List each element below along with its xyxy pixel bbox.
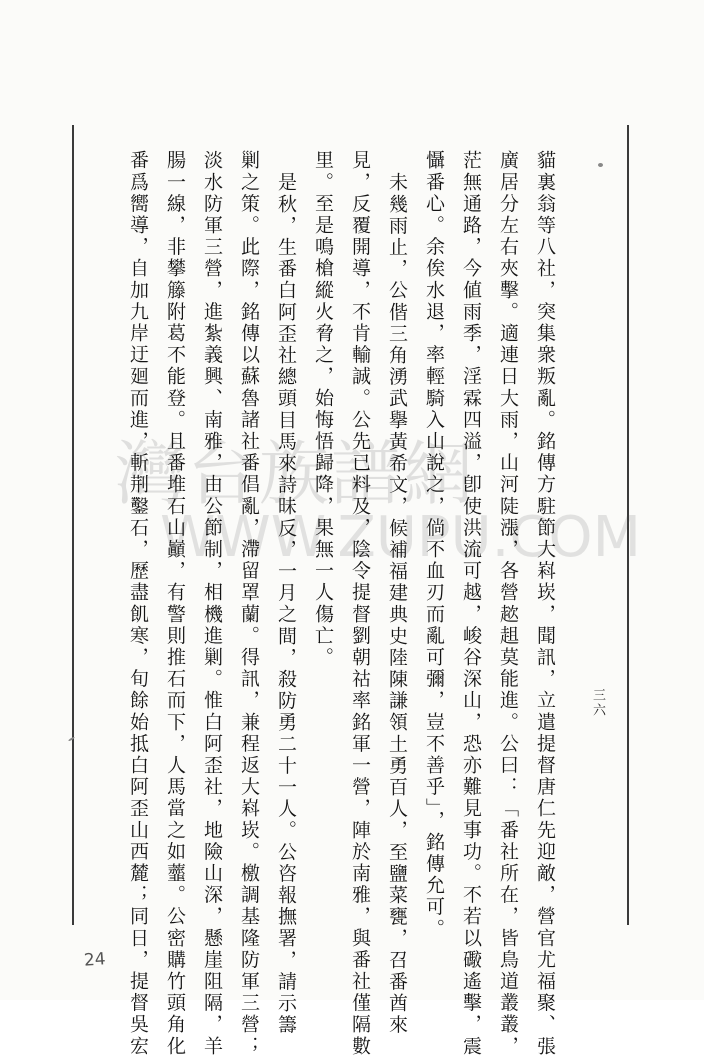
text-column-4: 懾番心。余俟水退，率輕騎入山說之，倘不血刃而亂可彌，豈不善乎」，銘傳允可。 [423,150,445,940]
watermark-text: 灣台族譜網 [115,433,475,515]
text-column-10: 淡水防軍三營，進紮義興、南雅，由公節制，相機進剿。惟白阿歪社，地險山深，懸崖阻隔，羊 [201,150,223,1057]
handwritten-mark: 24 [83,949,107,971]
text-column-9: 剿之策。此際，銘傳以蘇魯諸社番倡亂，滯留罩蘭。得訊，兼程返大嵙崁。檄調基隆防軍三營； [238,150,260,1057]
text-column-1: 貓裏翁等八社，突集衆叛亂。銘傳方駐節大嵙崁，聞訊，立遣提督唐仁先迎敵，營官尤福聚、張 [534,150,556,1057]
text-column-6: 見，反覆開導，不肯輸誠。公先已料及，陰令提督劉朝祜率銘軍一營，陣於南雅，與番社僅隔數 [349,150,371,1057]
text-column-8: 是秋，生番白阿歪社總頭目馬來詩昧反，一月之間，殺防勇二十一人。公咨報撫署，請示籌 [275,172,297,1036]
scan-speck [598,163,603,167]
text-column-5: 未幾雨止，公偕三角湧武擧黃希文，候補福建典史陸陳謙領土勇百人，至鹽菜甕，召番酋來 [386,172,408,1036]
text-column-2: 廣居分左右夾擊。適連日大雨，山河陡漲，各營趑趄莫能進。公曰：「番社所在，皆鳥道叢叢， [497,150,519,1057]
text-column-7: 里。至是鳴槍縱火脅之，始悔悟歸降，果無一人傷亡。 [312,150,334,669]
text-column-11: 腸一線，非攀籐附葛不能登。且番堆石山巓，有警則推石而下，人馬當之如虀。公密購竹頭角化 [164,150,186,1057]
watermark-url: WWW.ZUPU.COM [160,505,641,570]
text-column-12: 番爲嚮導，自加九岸迂廻而進，斬荆鑿石，歷盡飢寒，旬餘始抵白阿歪山西麓；同日，提督吳宏 [127,150,149,1057]
text-column-3: 茫無通路，今値雨季，淫霖四溢，卽使洪流可越，峻谷深山，恐亦難見事功。不若以礮遙擊，震 [460,150,482,1057]
page-number: 三六 [590,688,605,718]
